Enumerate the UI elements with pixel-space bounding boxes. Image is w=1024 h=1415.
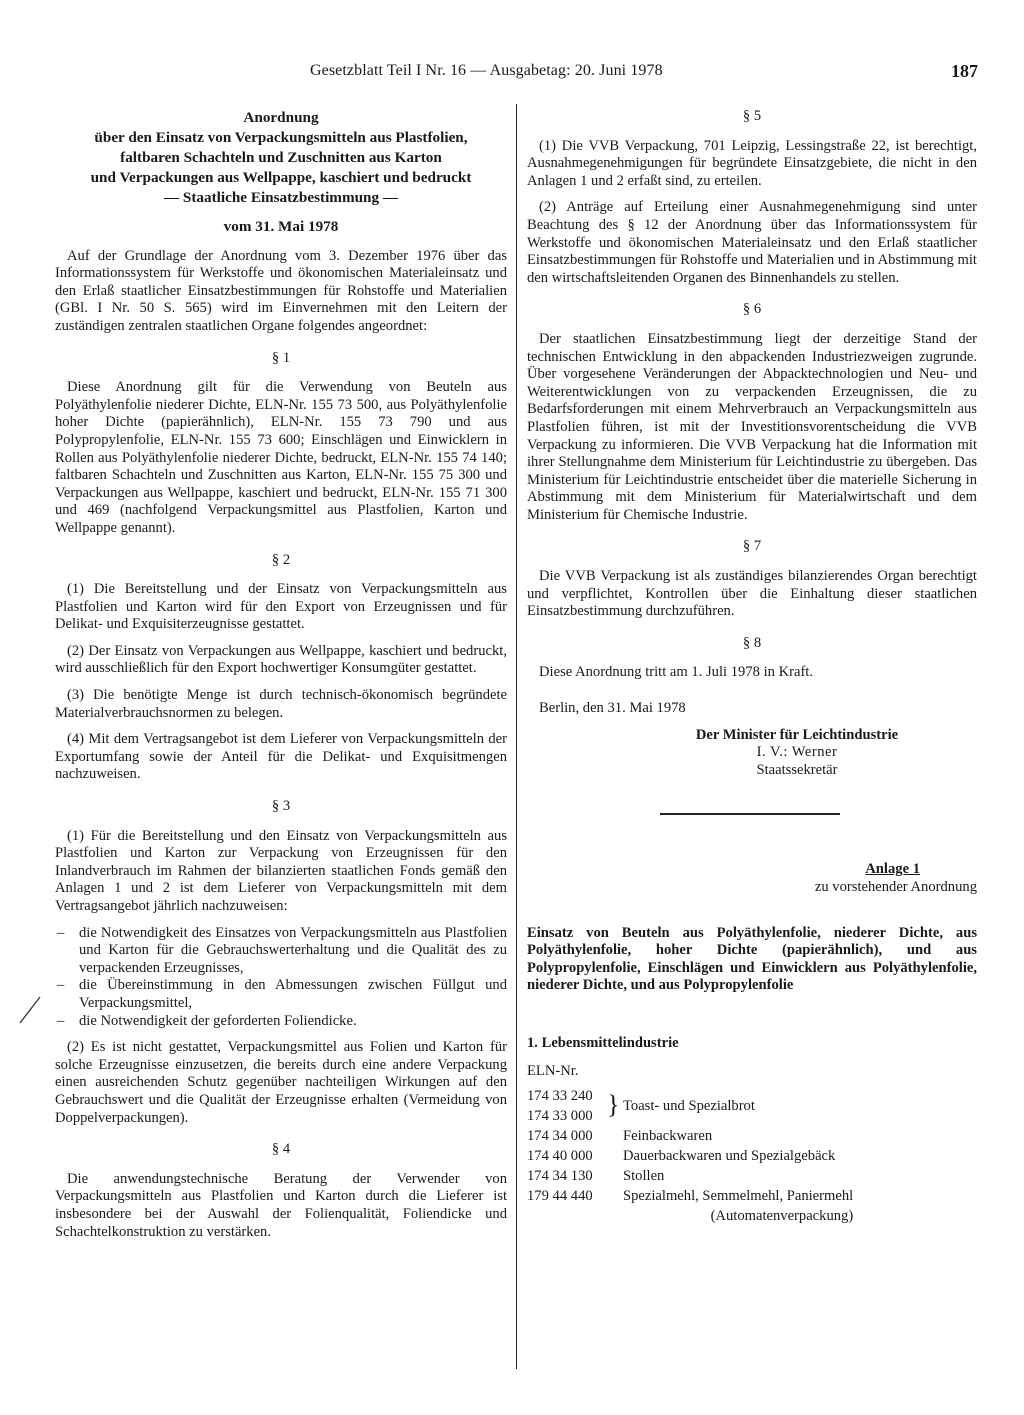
- eln-label-text: Spezialmehl, Semmelmehl, Paniermehl: [623, 1188, 854, 1205]
- page-number: 187: [951, 61, 978, 81]
- annex-heading: Einsatz von Beuteln aus Polyäthylenfolie, niederer Dichte, aus Polyäthylenfolie, hoher Dichte (papierähnlich), und aus Polypropylenfolie, Einschlägen und Einwicklern aus Polyäthylenfolie, niederer Dichte, und aus Polypropylenfolie: [527, 924, 977, 994]
- section-5-para-2: (2) Anträge auf Erteilung einer Ausnahmegenehmigung sind unter Beachtung des § 12 der Anordnung über das Informationssystem für Werkstoffe und ökonomischen Materialeinsatz und den Erlaß staatlicher Einsatzbestimmungen für Rohstoffe und Materialien und in Abstimmung mit den wirtschaftsleitenden Organen des Binnenhandels zu stellen.: [527, 199, 977, 286]
- eln-label: ELN-Nr.: [527, 1062, 579, 1079]
- section-3-list: [55, 925, 507, 1031]
- section-6-text: Der staatlichen Einsatzbestimmung liegt der derzeitige Stand der technischen Entwicklung in den abpackenden Industriezweigen zugrunde. Über vorgesehene Veränderungen der Abpacktechnologien und Neu- und Weiterentwicklungen von zu verpackenden Erzeugnissen, die zu Bedarfsforderungen mit einem Mehrverbrauch an Verpackungsmitteln aus Plastfolien führen, ist mit der Investitionsvorentscheidung die VVB Verpackung zu informieren. Die VVB Verpackung hat die Information mit ihrer Stellungnahme dem Ministerium für Leichtindustrie zu übergeben. Das Ministerium für Leichtindustrie entscheidet über die materielle Sicherung in Abstimmung mit dem Ministerium für Materialwirtschaft und dem Ministerium für Chemische Industrie.: [527, 330, 977, 523]
- document-date: vom 31. Mai 1978: [223, 218, 339, 235]
- right-column: [527, 108, 977, 1226]
- section-7-text: Die VVB Verpackung ist als zuständiges bilanzierendes Organ berechtigt und verpflichtet, Kontrollen über die Einhaltung dieser staatlichen Einsatzbestimmung durchzuführen.: [527, 568, 977, 620]
- eln-label-text: Stollen: [623, 1168, 665, 1185]
- section-2-para-3: (3) Die benötigte Menge ist durch technisch-ökonomisch begründete Materialverbrauchsnormen zu belegen.: [55, 687, 507, 721]
- eln-note: (Automatenverpackung): [710, 1208, 854, 1225]
- section-8-text: Diese Anordnung tritt am 1. Juli 1978 in Kraft.: [539, 664, 814, 681]
- column-divider: [516, 104, 517, 1369]
- separator-line: [660, 813, 840, 815]
- section-4-text: Die anwendungstechnische Beratung der Verwender von Verpackungsmitteln aus Plastfolien und Karton durch die Lieferer ist insbesondere bei der Auswahl der Folienqualität, Foliendicke und Schachtelkonstruktion zu verstärken.: [55, 1170, 507, 1240]
- list-item: – die Notwendigkeit der geforderten Foliendicke.: [55, 1013, 507, 1031]
- annex-subtitle: zu vorstehender Anordnung: [814, 879, 977, 895]
- eln-code: 174 34 130: [527, 1168, 593, 1185]
- eln-table: [527, 1086, 853, 1226]
- section-heading-2: § 2: [271, 551, 291, 568]
- eln-code: 179 44 440: [527, 1188, 593, 1205]
- table-row: [527, 1166, 853, 1186]
- section-2-para-4: (4) Mit dem Vertragsangebot ist dem Lieferer von Verpackungsmitteln der Exportumfang sowie der Anteil für die Delikat- und Exquisitmengen nachzuweisen.: [55, 731, 507, 783]
- annex-title: Anlage 1: [865, 861, 920, 878]
- gazette-header: Gesetzblatt Teil I Nr. 16 — Ausgabetag: 20. Juni 1978: [310, 62, 663, 79]
- section-heading-4: § 4: [271, 1141, 291, 1158]
- intro-paragraph: Auf der Grundlage der Anordnung vom 3. Dezember 1976 über das Informationssystem für Werkstoffe und ökonomischen Materialeinsatz und den Erlaß staatlicher Einsatzbestimmungen für Rohstoffe und Materialien (GBl. I Nr. 50 S. 565) wird im Einvernehmen mit den Leitern der zuständigen zentralen staatlichen Organe folgendes angeordnet:: [55, 247, 507, 334]
- table-row: [527, 1086, 853, 1126]
- place-date: Berlin, den 31. Mai 1978: [539, 700, 686, 717]
- minister-title: Der Minister für Leichtindustrie: [695, 726, 899, 743]
- section-3-para-1: (1) Für die Bereitstellung und den Einsatz von Verpackungsmitteln aus Plastfolien und Karton zur Verpackung von Erzeugnissen für den Inlandverbrauch im Rahmen der bilanzierten staatlichen Fonds gemäß den Anlagen 1 und 2 ist dem Lieferer von Verpackungsmitteln mit dem Vertragsangebot jährlich nachzuweisen:: [55, 827, 507, 914]
- annex-category: 1. Lebensmittelindustrie: [527, 1034, 679, 1051]
- page-header: [0, 62, 1024, 86]
- title-line: und Verpackungen aus Wellpappe, kaschiert und bedruckt: [90, 169, 472, 186]
- section-1-text: Diese Anordnung gilt für die Verwendung von Beuteln aus Polyäthylenfolie niederer Dichte, ELN-Nr. 155 73 500, aus Polyäthylenfolie hoher Dichte (papierähnlich), ELN-Nr. 155 73 790 und aus Polypropylenfolie, ELN-Nr. 155 73 600; Einschlägen und Einwicklern in Rollen aus Polyäthylenfolie niederer Dichte, bedruckt, ELN-Nr. 155 74 140; faltbaren Schachteln und Zuschnitten aus Karton, ELN-Nr. 155 75 300 und Verpackungen aus Wellpappe, kaschiert und bedruckt, ELN-Nr. 155 71 300 und 469 (nachfolgend Verpackungsmittel aus Plastfolien, Karton und Wellpappe genannt).: [55, 379, 507, 536]
- section-2-para-2: (2) Der Einsatz von Verpackungen aus Wellpappe, kaschiert und bedruckt, wird ausschließlich für den Export hochwertiger Konsumgüter gestattet.: [55, 642, 507, 677]
- eln-label-text: Toast- und Spezialbrot: [623, 1098, 755, 1115]
- annex-header: [527, 861, 977, 896]
- title-line: über den Einsatz von Verpackungsmitteln aus Plastfolien,: [94, 129, 468, 146]
- left-column: [55, 108, 507, 1250]
- section-heading-8: § 8: [742, 634, 762, 651]
- section-heading-3: § 3: [271, 798, 291, 815]
- signatory-role: Staatssekretär: [756, 761, 838, 778]
- pen-mark: [18, 995, 44, 1025]
- brace-glyph: }: [607, 1090, 620, 1120]
- title-line: faltbaren Schachteln und Zuschnitten aus Karton: [120, 149, 442, 166]
- list-item: – die Übereinstimmung in den Abmessungen zwischen Füllgut und Verpackungsmittel,: [55, 977, 507, 1012]
- section-heading-1: § 1: [271, 349, 291, 366]
- table-row: [527, 1146, 853, 1166]
- table-row: [527, 1126, 853, 1146]
- section-3-para-2: (2) Es ist nicht gestattet, Verpackungsmittel aus Folien und Karton für solche Erzeugnisse einzusetzen, die bereits durch eine andere Verpackung einen ausreichenden Schutz gegenüber nachteiligen Wirkungen auf den Gebrauchswert und die Qualität der Erzeugnisse erhalten (Vermeidung von Doppelverpackungen).: [55, 1039, 507, 1126]
- signature-block: [617, 727, 977, 780]
- document-title: [55, 108, 507, 208]
- eln-code: 174 33 240: [527, 1088, 593, 1105]
- table-row: [527, 1186, 853, 1206]
- eln-code: 174 33 000: [527, 1108, 593, 1125]
- table-row: [527, 1206, 853, 1226]
- signatory: I. V.: Werner: [756, 744, 838, 761]
- eln-code: 174 40 000: [527, 1148, 593, 1165]
- list-item: – die Notwendigkeit des Einsatzes von Verpackungsmitteln aus Plastfolien und Karton für die Gebrauchswerterhaltung und die Qualität des zu verpackenden Erzeugnisses,: [55, 925, 507, 978]
- section-heading-6: § 6: [742, 301, 762, 318]
- section-2-para-1: (1) Die Bereitstellung und der Einsatz von Verpackungsmitteln aus Plastfolien und Karton wird für den Export von Erzeugnissen und für Delikat- und Exquisiterzeugnisse gestattet.: [55, 581, 507, 633]
- title-line: Anordnung: [243, 109, 319, 126]
- section-5-para-1: (1) Die VVB Verpackung, 701 Leipzig, Lessingstraße 22, ist berechtigt, Ausnahmegenehmigungen für begründete Einsatzgebiete, die nicht in den Anlagen 1 und 2 erfaßt sind, zu erteilen.: [527, 137, 977, 189]
- section-heading-5: § 5: [742, 108, 762, 124]
- eln-label-text: Feinbackwaren: [623, 1128, 713, 1145]
- title-line: — Staatliche Einsatzbestimmung —: [163, 189, 399, 206]
- eln-label-text: Dauerbackwaren und Spezialgebäck: [623, 1148, 836, 1165]
- eln-code: 174 34 000: [527, 1128, 593, 1145]
- section-heading-7: § 7: [742, 538, 762, 555]
